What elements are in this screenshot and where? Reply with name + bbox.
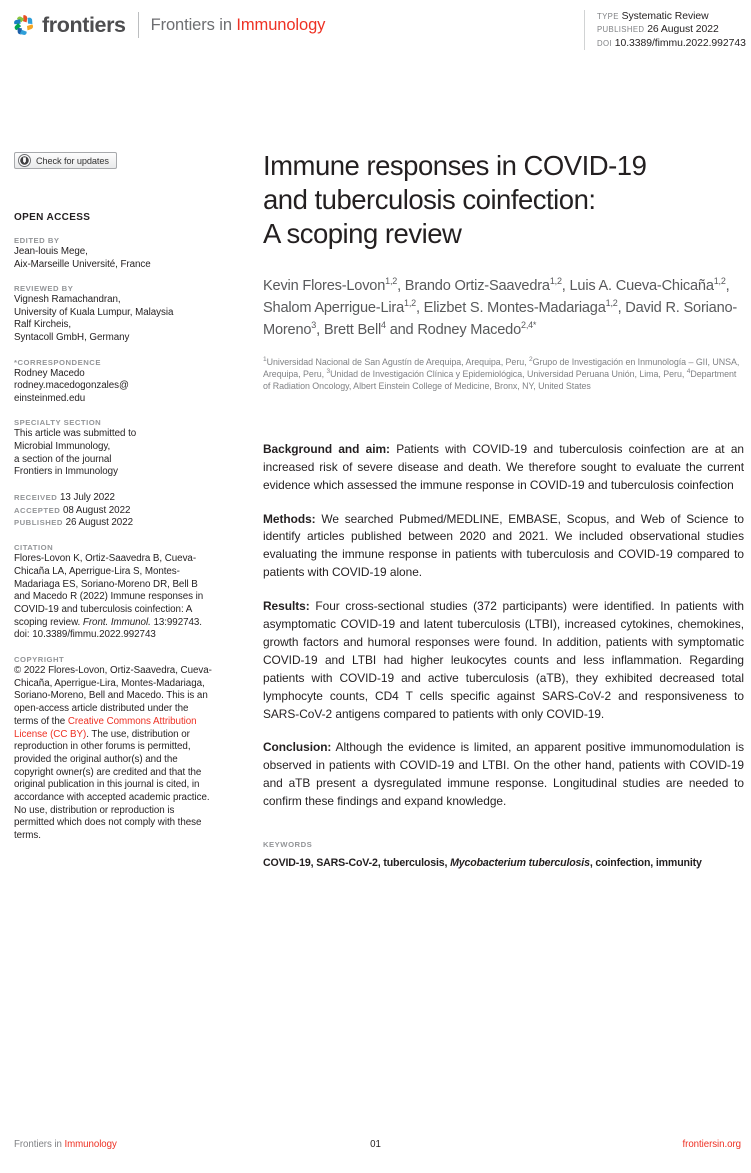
title-line-2: and tuberculosis coinfection: [263, 184, 596, 215]
meta-doi-label: DOI [597, 38, 612, 48]
specialty-section-group [14, 418, 214, 478]
copyright-group [14, 655, 214, 843]
edited-by-label: EDITED BY [14, 236, 60, 245]
author-separator: , [617, 299, 626, 316]
author-name[interactable]: Shalom Aperrigue-Lira [263, 299, 405, 316]
accepted-value: 08 August 2022 [62, 504, 131, 516]
open-access-label: OPEN ACCESS [14, 212, 91, 223]
author-name[interactable]: David R. Soriano-Moreno [263, 299, 738, 338]
copyright-part-2: . The use, distribution or reproduction in other forums is permitted, provided the original author(s) and the copyright owner(s) are credited and that the original publication in this journal is cited, in accordance with accepted academic practice. No use, distribution or reproduction is permitted which does not comply with these terms. [14, 728, 210, 842]
correspondence-group [14, 358, 214, 406]
author-name[interactable]: Kevin Flores-Lovon [263, 278, 386, 294]
author-name[interactable]: Brett Bell [323, 321, 382, 338]
published-value: 26 August 2022 [65, 517, 134, 529]
affiliation-text: Grupo de Investigación en Inmunología – GII, UNSA, Arequipa, Peru, [263, 357, 740, 380]
published-row [14, 517, 214, 530]
copyright-text [14, 665, 214, 843]
affiliation-marker: 3 [326, 368, 331, 376]
footer-journal-prefix: Frontiers in [14, 1139, 65, 1150]
reviewer-2-affiliation: Syntacoll GmbH, Germany [14, 331, 130, 343]
journal-prefix: Frontiers in [150, 15, 237, 34]
affiliation-list [263, 357, 744, 392]
author-separator: and [385, 321, 418, 338]
affiliation-marker: 4 [686, 368, 691, 376]
published-label: PUBLISHED [14, 518, 63, 528]
correspondence-email-line1[interactable]: rodney.macedogonzales@ [14, 380, 129, 392]
edited-by-value [14, 246, 214, 271]
specialty-section-label: SPECIALTY SECTION [14, 418, 102, 428]
accepted-row [14, 505, 214, 518]
keywords-label: KEYWORDS [263, 840, 313, 850]
meta-published-value: 26 August 2022 [647, 24, 719, 36]
copyright-part-1: © 2022 Flores-Lovon, Ortiz-Saavedra, Cueva-Chicaña, Aperrigue-Lira, Montes-Madariaga, Soriano-Moreno, Bell and Macedo. This is an open-access article distributed under the terms of the [14, 665, 212, 727]
copyright-label: COPYRIGHT [14, 655, 65, 665]
author-affiliation-marker: 1,2 [605, 297, 618, 308]
specialty-section-value [14, 428, 214, 478]
accepted-label: ACCEPTED [14, 505, 61, 515]
editor-affiliation: Aix-Marseille Université, France [14, 258, 151, 270]
author-separator: , [397, 278, 405, 294]
keywords-post: , coinfection, immunity [589, 857, 702, 870]
author-name[interactable]: Brando Ortiz-Saavedra [404, 278, 550, 294]
specialty-line-2: Microbial Immunology, [14, 440, 111, 452]
frontiers-logo-icon [12, 13, 36, 37]
received-label: RECEIVED [14, 492, 58, 502]
abstract [263, 441, 744, 811]
author-list [263, 276, 744, 341]
reviewed-by-group [14, 284, 214, 344]
abstract-section-body: Although the evidence is limited, an apparent positive immunomodulation is observed in patients with COVID-19 and LTBI. On the other hand, patients with COVID-19 and aTB present a dysregulated immune response. Longitudinal studies are needed to confirm these findings and expand knowledge. [263, 740, 744, 809]
author-name[interactable]: Rodney Macedo [417, 321, 522, 338]
abstract-paragraph [263, 739, 744, 811]
author-affiliation-marker: 1,2 [404, 297, 416, 308]
abstract-section-body: Patients with COVID-19 and tuberculosis coinfection are at an increased risk of severe disease and death. We therefore sought to evaluate the current evidence which assessed the immune response in COVID-19 and tuberculosis coinfection [263, 441, 744, 492]
cc-by-license-link[interactable]: Creative Commons Attribution License (CC BY) [14, 715, 197, 740]
reviewed-by-value [14, 294, 214, 344]
author-affiliation-marker: 1,2 [385, 276, 398, 287]
meta-published-label: PUBLISHED [597, 25, 645, 35]
citation-text [14, 553, 214, 642]
reviewed-by-label: REVIEWED BY [14, 284, 74, 294]
author-affiliation-marker: 4 [381, 319, 386, 330]
specialty-line-4: Frontiers in Immunology [14, 466, 118, 478]
affiliation-text: Department of Radiation Oncology, Albert Einstein College of Medicine, Bronx, NY, United States [263, 369, 737, 391]
brand-divider [138, 12, 139, 38]
author-name[interactable]: Elizbet S. Montes-Madariaga [423, 299, 606, 316]
correspondence-value [14, 368, 214, 406]
journal-accent: Immunology [236, 15, 326, 34]
title-line-3: A scoping review [263, 218, 462, 249]
article-main-column [263, 0, 744, 870]
page-footer [0, 1139, 751, 1153]
abstract-section-body: Four cross-sectional studies (372 participants) were identified. In patients with asymptomatic COVID-19 and latent tuberculosis (LTBI), increased cytokines, chemokines, growth factors and humoral responses were found. In addition, patients with symptomatic COVID-19 and LTBI had higher leukocytes counts and less inflammation. Regarding patients with COVID-19 and active tuberculosis (aTB), they exhibited decreased total lymphocyte counts, CD4 T cells specific against SARS-CoV-2 and responsiveness to SARS-CoV-2 antigens compared to patients with only COVID-19. [263, 599, 744, 721]
author-affiliation-marker: 3 [311, 319, 317, 330]
affiliation-text: Unidad de Investigación Clínica y Epidemiológica, Universidad Peruana Unión, Lima, Peru, [330, 369, 687, 380]
abstract-section-heading: Background and aim: [263, 441, 390, 456]
author-separator: , [415, 299, 424, 316]
author-separator: , [316, 321, 324, 338]
footer-website-link[interactable]: frontiersin.org [682, 1139, 741, 1150]
reviewer-2-name: Ralf Kircheis, [14, 319, 72, 331]
brand-wordmark: frontiers [42, 12, 126, 37]
citation-body: Flores-Lovon K, Ortiz-Saavedra B, Cueva-Chicaña LA, Aperrigue-Lira S, Montes-Madariaga ES, Soriano-Moreno DR, Bell B and Macedo R (2022) Immune responses in COVID-19 and tuberculosis coinfection: A scoping review. [14, 553, 204, 628]
page-title [263, 149, 744, 251]
meta-type-value: Systematic Review [621, 11, 709, 22]
affiliation-marker: 1 [263, 356, 267, 364]
meta-doi-value[interactable]: 10.3389/fimmu.2022.992743 [614, 37, 746, 49]
affiliation-marker: 2 [528, 356, 533, 364]
title-line-1: Immune responses in COVID-19 [263, 150, 647, 181]
abstract-paragraph [263, 511, 744, 583]
citation-journal: Front. Immunol. [82, 616, 151, 628]
citation-doi[interactable]: doi: 10.3389/fimmu.2022.992743 [14, 629, 156, 641]
abstract-paragraph [263, 441, 744, 495]
author-separator: , [561, 278, 570, 294]
received-row [14, 492, 214, 505]
abstract-paragraph [263, 598, 744, 723]
abstract-section-heading: Methods: [263, 511, 316, 526]
specialty-line-1: This article was submitted to [14, 428, 137, 440]
abstract-section-body: We searched Pubmed/MEDLINE, EMBASE, Scopus, and Web of Science to identify articles published between 2020 and 2021. We included observational studies evaluating the immune response in patients with tuberculosis and COVID-19 compared to patients with COVID-19 alone. [263, 511, 744, 580]
author-name[interactable]: Luis A. Cueva-Chicaña [569, 278, 714, 294]
check-for-updates-label: Check for updates [36, 155, 109, 166]
specialty-line-3: a section of the journal [14, 453, 112, 465]
reviewer-1-affiliation: University of Kuala Lumpur, Malaysia [14, 306, 174, 318]
received-value: 13 July 2022 [60, 491, 115, 503]
footer-page-number: 01 [370, 1139, 381, 1150]
abstract-section-heading: Conclusion: [263, 740, 332, 755]
editor-name: Jean-louis Mege, [14, 246, 88, 257]
author-affiliation-marker: 2,4* [521, 319, 537, 330]
keywords-text [263, 856, 744, 870]
correspondence-label: *CORRESPONDENCE [14, 357, 101, 367]
meta-type-label: TYPE [597, 12, 619, 21]
affiliation-text: Universidad Nacional de San Agustín de Arequipa, Arequipa, Peru, [266, 357, 529, 368]
crossmark-icon [18, 154, 31, 167]
correspondence-name: Rodney Macedo [14, 367, 85, 379]
correspondence-email-line2[interactable]: einsteinmed.edu [14, 392, 86, 404]
citation-volume: 13:992743. [150, 616, 202, 628]
article-sidebar [14, 152, 214, 843]
author-affiliation-marker: 1,2 [549, 276, 562, 287]
keywords-pre: COVID-19, SARS-CoV-2, tuberculosis, [263, 857, 451, 870]
citation-label: CITATION [14, 543, 54, 553]
author-affiliation-marker: 1,2 [713, 276, 726, 287]
keywords-italic-term: Mycobacterium tuberculosis [450, 857, 590, 870]
reviewer-1-name: Vignesh Ramachandran, [14, 294, 121, 306]
citation-group [14, 543, 214, 642]
edited-by-group [14, 236, 214, 271]
author-separator: , [725, 278, 730, 294]
dates-group [14, 492, 214, 530]
check-for-updates-button[interactable] [14, 152, 117, 169]
footer-journal-accent: Immunology [64, 1139, 117, 1150]
abstract-section-heading: Results: [263, 599, 310, 614]
